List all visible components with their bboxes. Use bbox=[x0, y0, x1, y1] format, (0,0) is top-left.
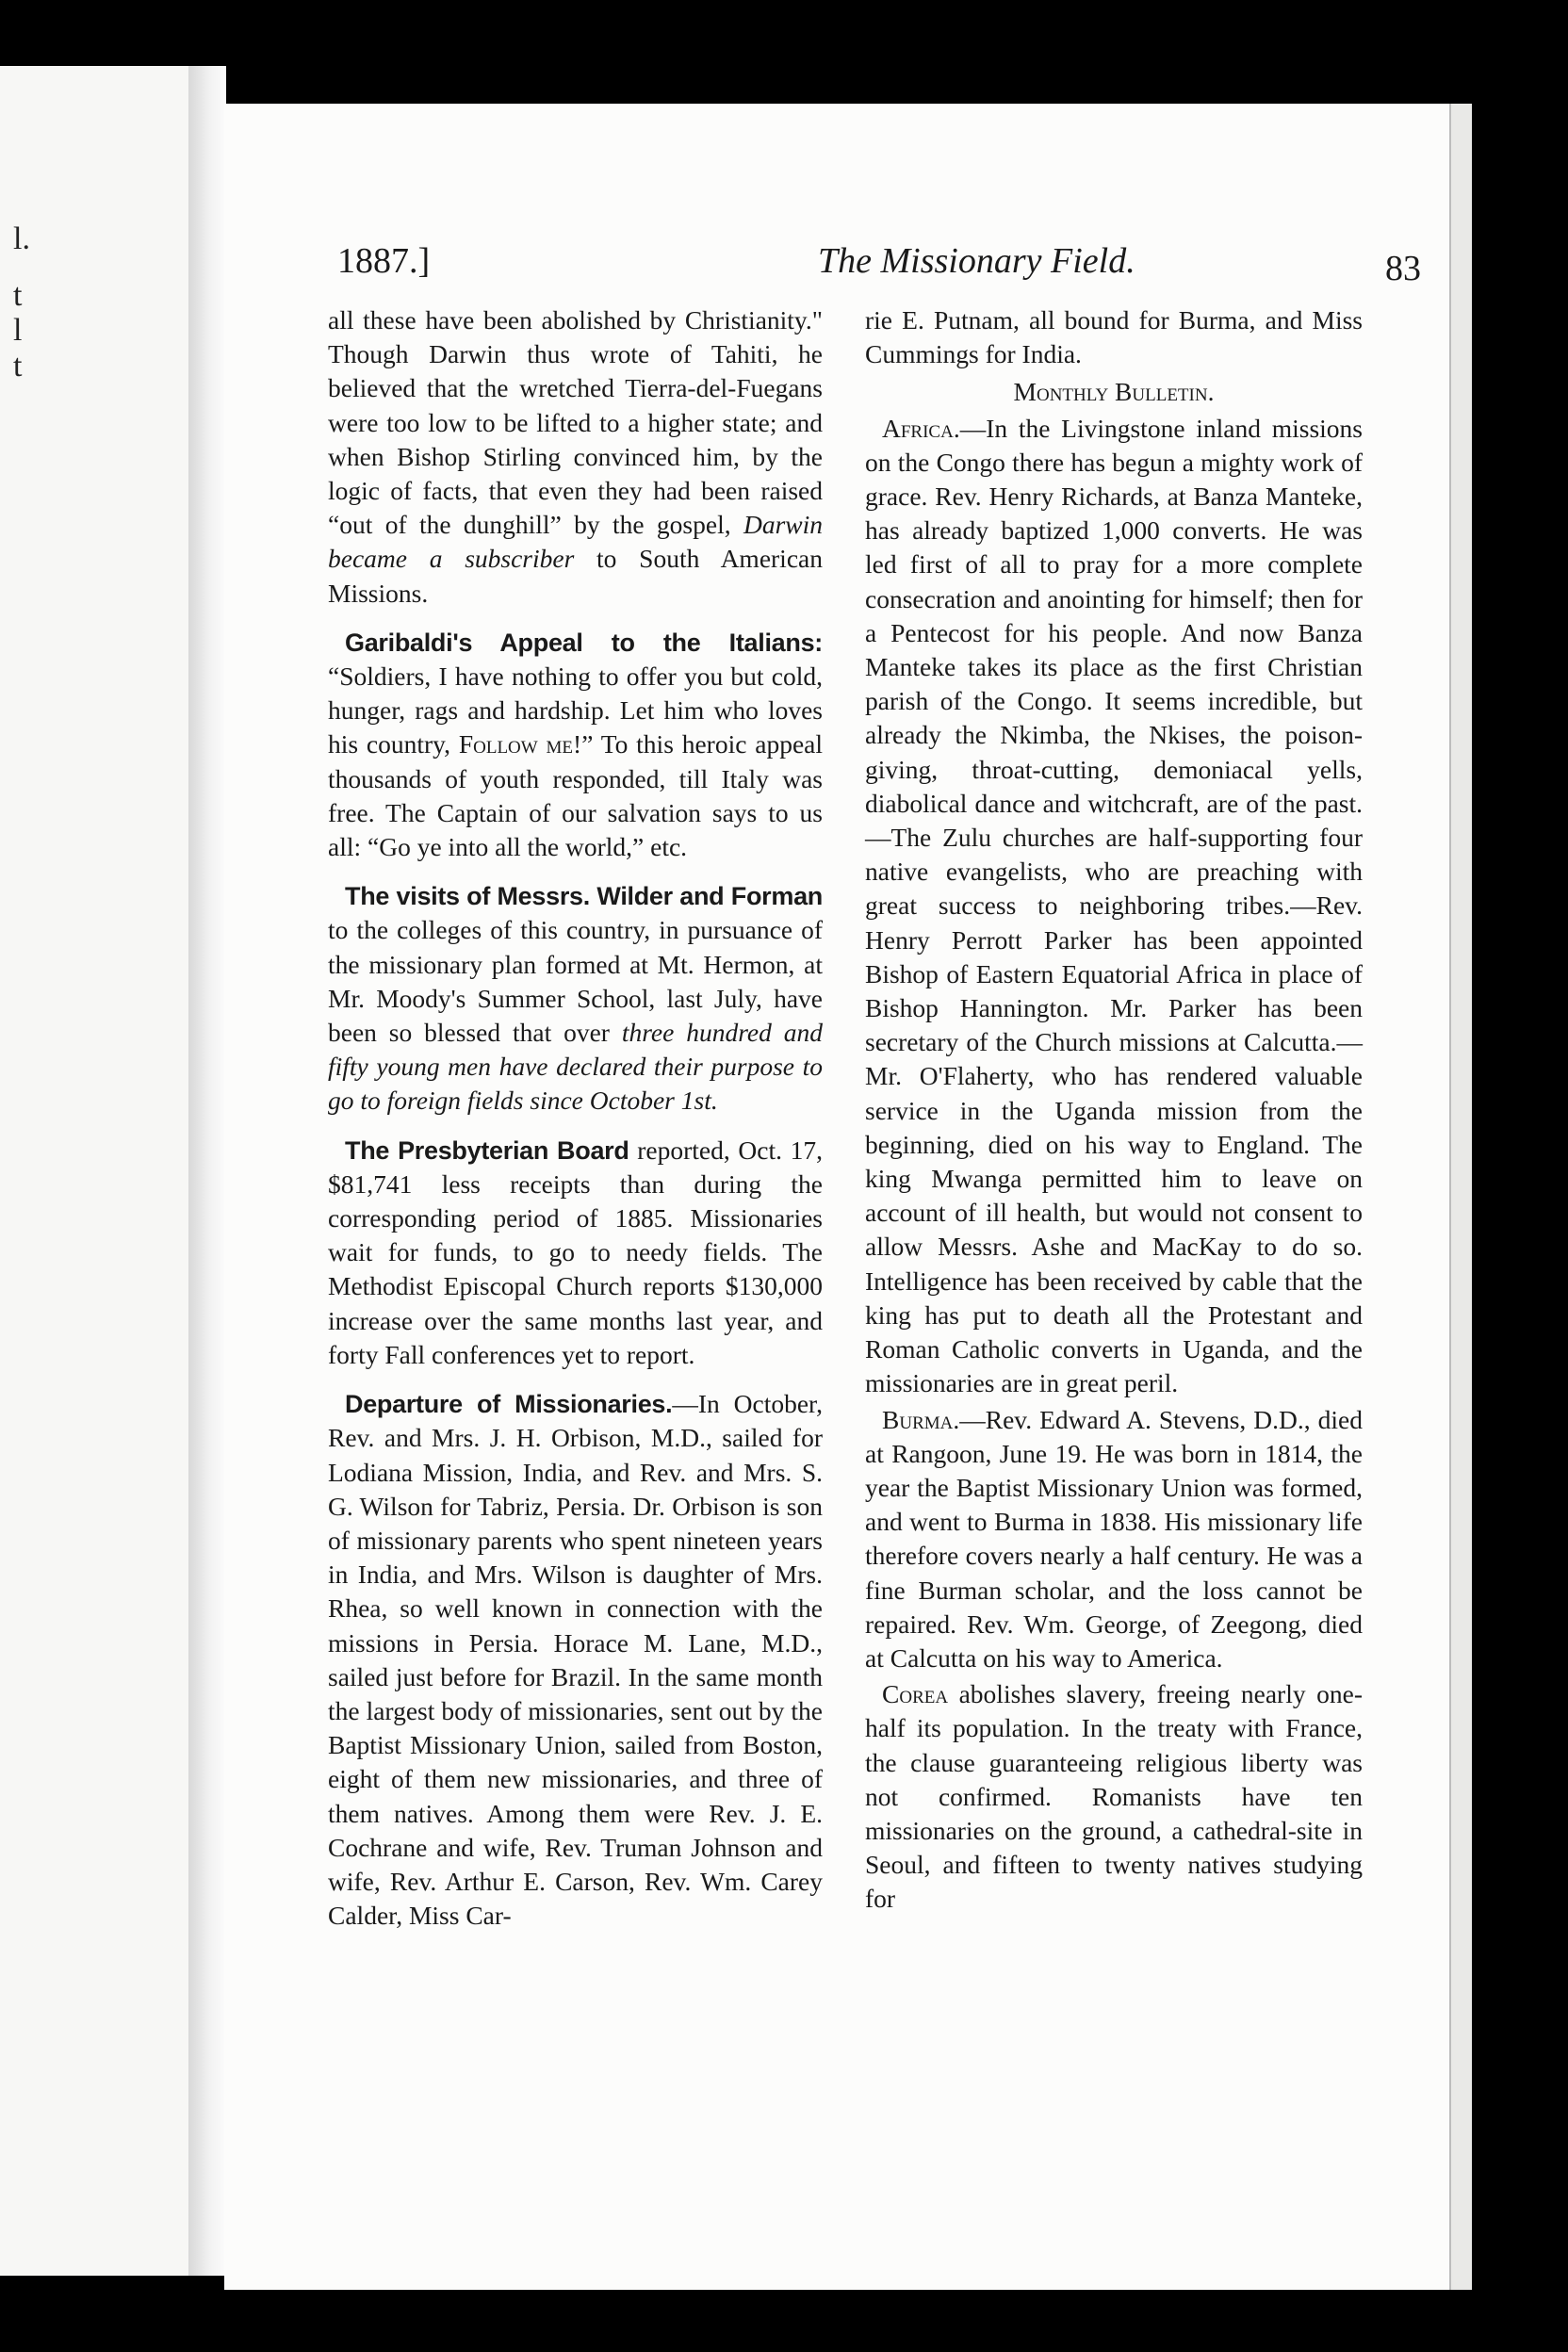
bulletin-heading: Monthly Bulletin. bbox=[1013, 377, 1215, 407]
right-column bbox=[865, 303, 1363, 1917]
page-edge bbox=[1449, 104, 1472, 2290]
paragraph-text: to South American Missions. bbox=[328, 544, 823, 608]
paragraph-text: !” To this heroic appeal thousands of youth responded, till Italy was free. The Captain of our salvation says to us all: “Go ye into all the world,” etc. bbox=[328, 729, 823, 862]
left-page-sheet bbox=[0, 66, 191, 2276]
book-page bbox=[224, 104, 1449, 2290]
left-page-fragment: t bbox=[13, 278, 23, 313]
paragraph-darwin bbox=[328, 303, 823, 611]
section-heading: The Presbyterian Board bbox=[345, 1135, 629, 1165]
paragraph-text: —In the Livingstone inland missions on the Congo there has begun a mighty work of grace. Rev. Henry Richards, at Banza Manteke, has already baptized 1,000 converts. He was led first of all to pray for a more complete consecration and anointing for himself; then for a Pentecost for his people. And now Banza Manteke takes its place as the first Christian parish of the Congo. It seems incredible, but already the Nkimba, the Nkises, the poison-giving, throat-cutting, demoniacal yells, diabolical dance and witchcraft, are of the past.—The Zulu churches are half-supporting four native evangelists, who are preaching with great success to neighboring tribes.—Rev. Henry Perrott Parker has been appointed Bishop of Eastern Equatorial Africa in place of Bishop Hannington. Mr. Parker has been secretary of the Church missions at Calcutta.—Mr. O'Flaherty, who has rendered valuable service in the Uganda mission from the beginning, died on his way to England. The king Mwanga permitted him to leave on account of ill health, but would not consent to allow Messrs. Ashe and MacKay to do so. Intelligence has been received by cable that the king has put to death all the Protestant and Roman Catholic converts in Uganda, and the missionaries are in great peril. bbox=[865, 413, 1363, 1398]
italic-text: three hundred and fifty young men have declared their purpose to go to foreign fields since October 1st. bbox=[328, 1018, 824, 1116]
paragraph-continuation: rie E. Putnam, all bound for Burma, and Miss Cummings for India. bbox=[865, 305, 1363, 369]
paragraph-text: —Rev. Edward A. Stevens, D.D., died at Rangoon, June 19. He was born in 1814, the year the Baptist Missionary Union was formed, and went to Burma in 1838. His missionary life therefore covers nearly a half century. He was a fine Burman scholar, and the loss cannot be repaired. Rev. Wm. George, of Zeegong, died at Calcutta on his way to America. bbox=[865, 1404, 1363, 1673]
paragraph-text: reported, Oct. 17, $81,741 less receipts than during the corresponding period of 1885. Missionaries wait for funds, to go to needy fields. The Methodist Episcopal Church reports $130,000 increase over the same months last year, and forty Fall conferences yet to report. bbox=[328, 1135, 824, 1369]
region-label: Africa. bbox=[882, 413, 960, 443]
paragraph-burma bbox=[865, 1403, 1363, 1676]
italic-text: Darwin became a subscriber bbox=[328, 510, 823, 574]
paragraph-text: all these have been abolished by Christianity." Though Darwin thus wrote of Tahiti, he believed that the wretched Tierra-del-Fuegans were too low to be lifted to a higher state; and when Bishop Stirling convinced him, by the logic of facts, that even they had been raised “out of the dunghill” by the gospel, bbox=[328, 305, 823, 540]
left-page-fragment: t bbox=[13, 349, 23, 384]
region-label: Burma. bbox=[882, 1404, 960, 1434]
paragraph-corea bbox=[865, 1677, 1363, 1916]
paragraph-africa bbox=[865, 412, 1363, 1401]
book-gutter bbox=[188, 66, 226, 2276]
region-label: Corea bbox=[882, 1679, 949, 1709]
section-heading: Garibaldi's Appeal to the Italians: bbox=[345, 628, 823, 657]
left-page-edge bbox=[0, 0, 193, 2352]
paragraph-text: to the colleges of this country, in pursuance of the missionary plan formed at Mt. Hermon, at Mr. Moody's Summer School, last July, have been so blessed that over bbox=[328, 915, 823, 1048]
paragraph-garibaldi bbox=[328, 626, 823, 864]
left-column bbox=[328, 303, 823, 1933]
paragraph-presbyterian-board bbox=[328, 1134, 823, 1372]
header-title: The Missionary Field. bbox=[818, 241, 1135, 281]
left-page-fragment: l. bbox=[13, 221, 30, 256]
section-heading: Departure of Missionaries. bbox=[345, 1390, 673, 1419]
paragraph-text: —In October, Rev. and Mrs. J. H. Orbison, M.D., sailed for Lodiana Mission, India, and Rev. and Mrs. S. G. Wilson for Tabriz, Persia. Dr. Orbison is son of missionary parents who spent nineteen years in India, and Mrs. Wilson is daughter of Mrs. Rhea, so well known in connection with the missions in Persia. Horace M. Lane, M.D., sailed just before for Brazil. In the same month the largest body of missionaries, sent out by the Baptist Missionary Union, sailed from Boston, eight of them new missionaries, and three of them natives. Among them were Rev. J. E. Cochrane and wife, Rev. Truman Johnson and wife, Rev. Arthur E. Carson, Rev. Wm. Carey Calder, Miss Car- bbox=[328, 1389, 823, 1931]
paragraph-text: “Soldiers, I have nothing to offer you but cold, hunger, rags and hardship. Let him who loves his country, bbox=[328, 662, 823, 760]
header-year: 1887.] bbox=[337, 241, 431, 281]
paragraph-wilder-forman bbox=[328, 879, 823, 1118]
section-heading: The visits of Messrs. Wilder and Forman bbox=[345, 882, 823, 911]
running-head bbox=[337, 240, 1421, 297]
paragraph-text: abolishes slavery, freeing nearly one-half its population. In the treaty with France, the clause guaranteeing religious liberty was not confirmed. Romanists have ten missionaries on the ground, a cathedral-site in Seoul, and fifteen to twenty natives studying for bbox=[865, 1679, 1363, 1914]
paragraph-departure bbox=[328, 1387, 823, 1933]
page-number: 83 bbox=[1385, 249, 1421, 288]
left-page-fragment: l bbox=[13, 313, 23, 348]
small-caps-text: Follow me bbox=[458, 729, 574, 760]
